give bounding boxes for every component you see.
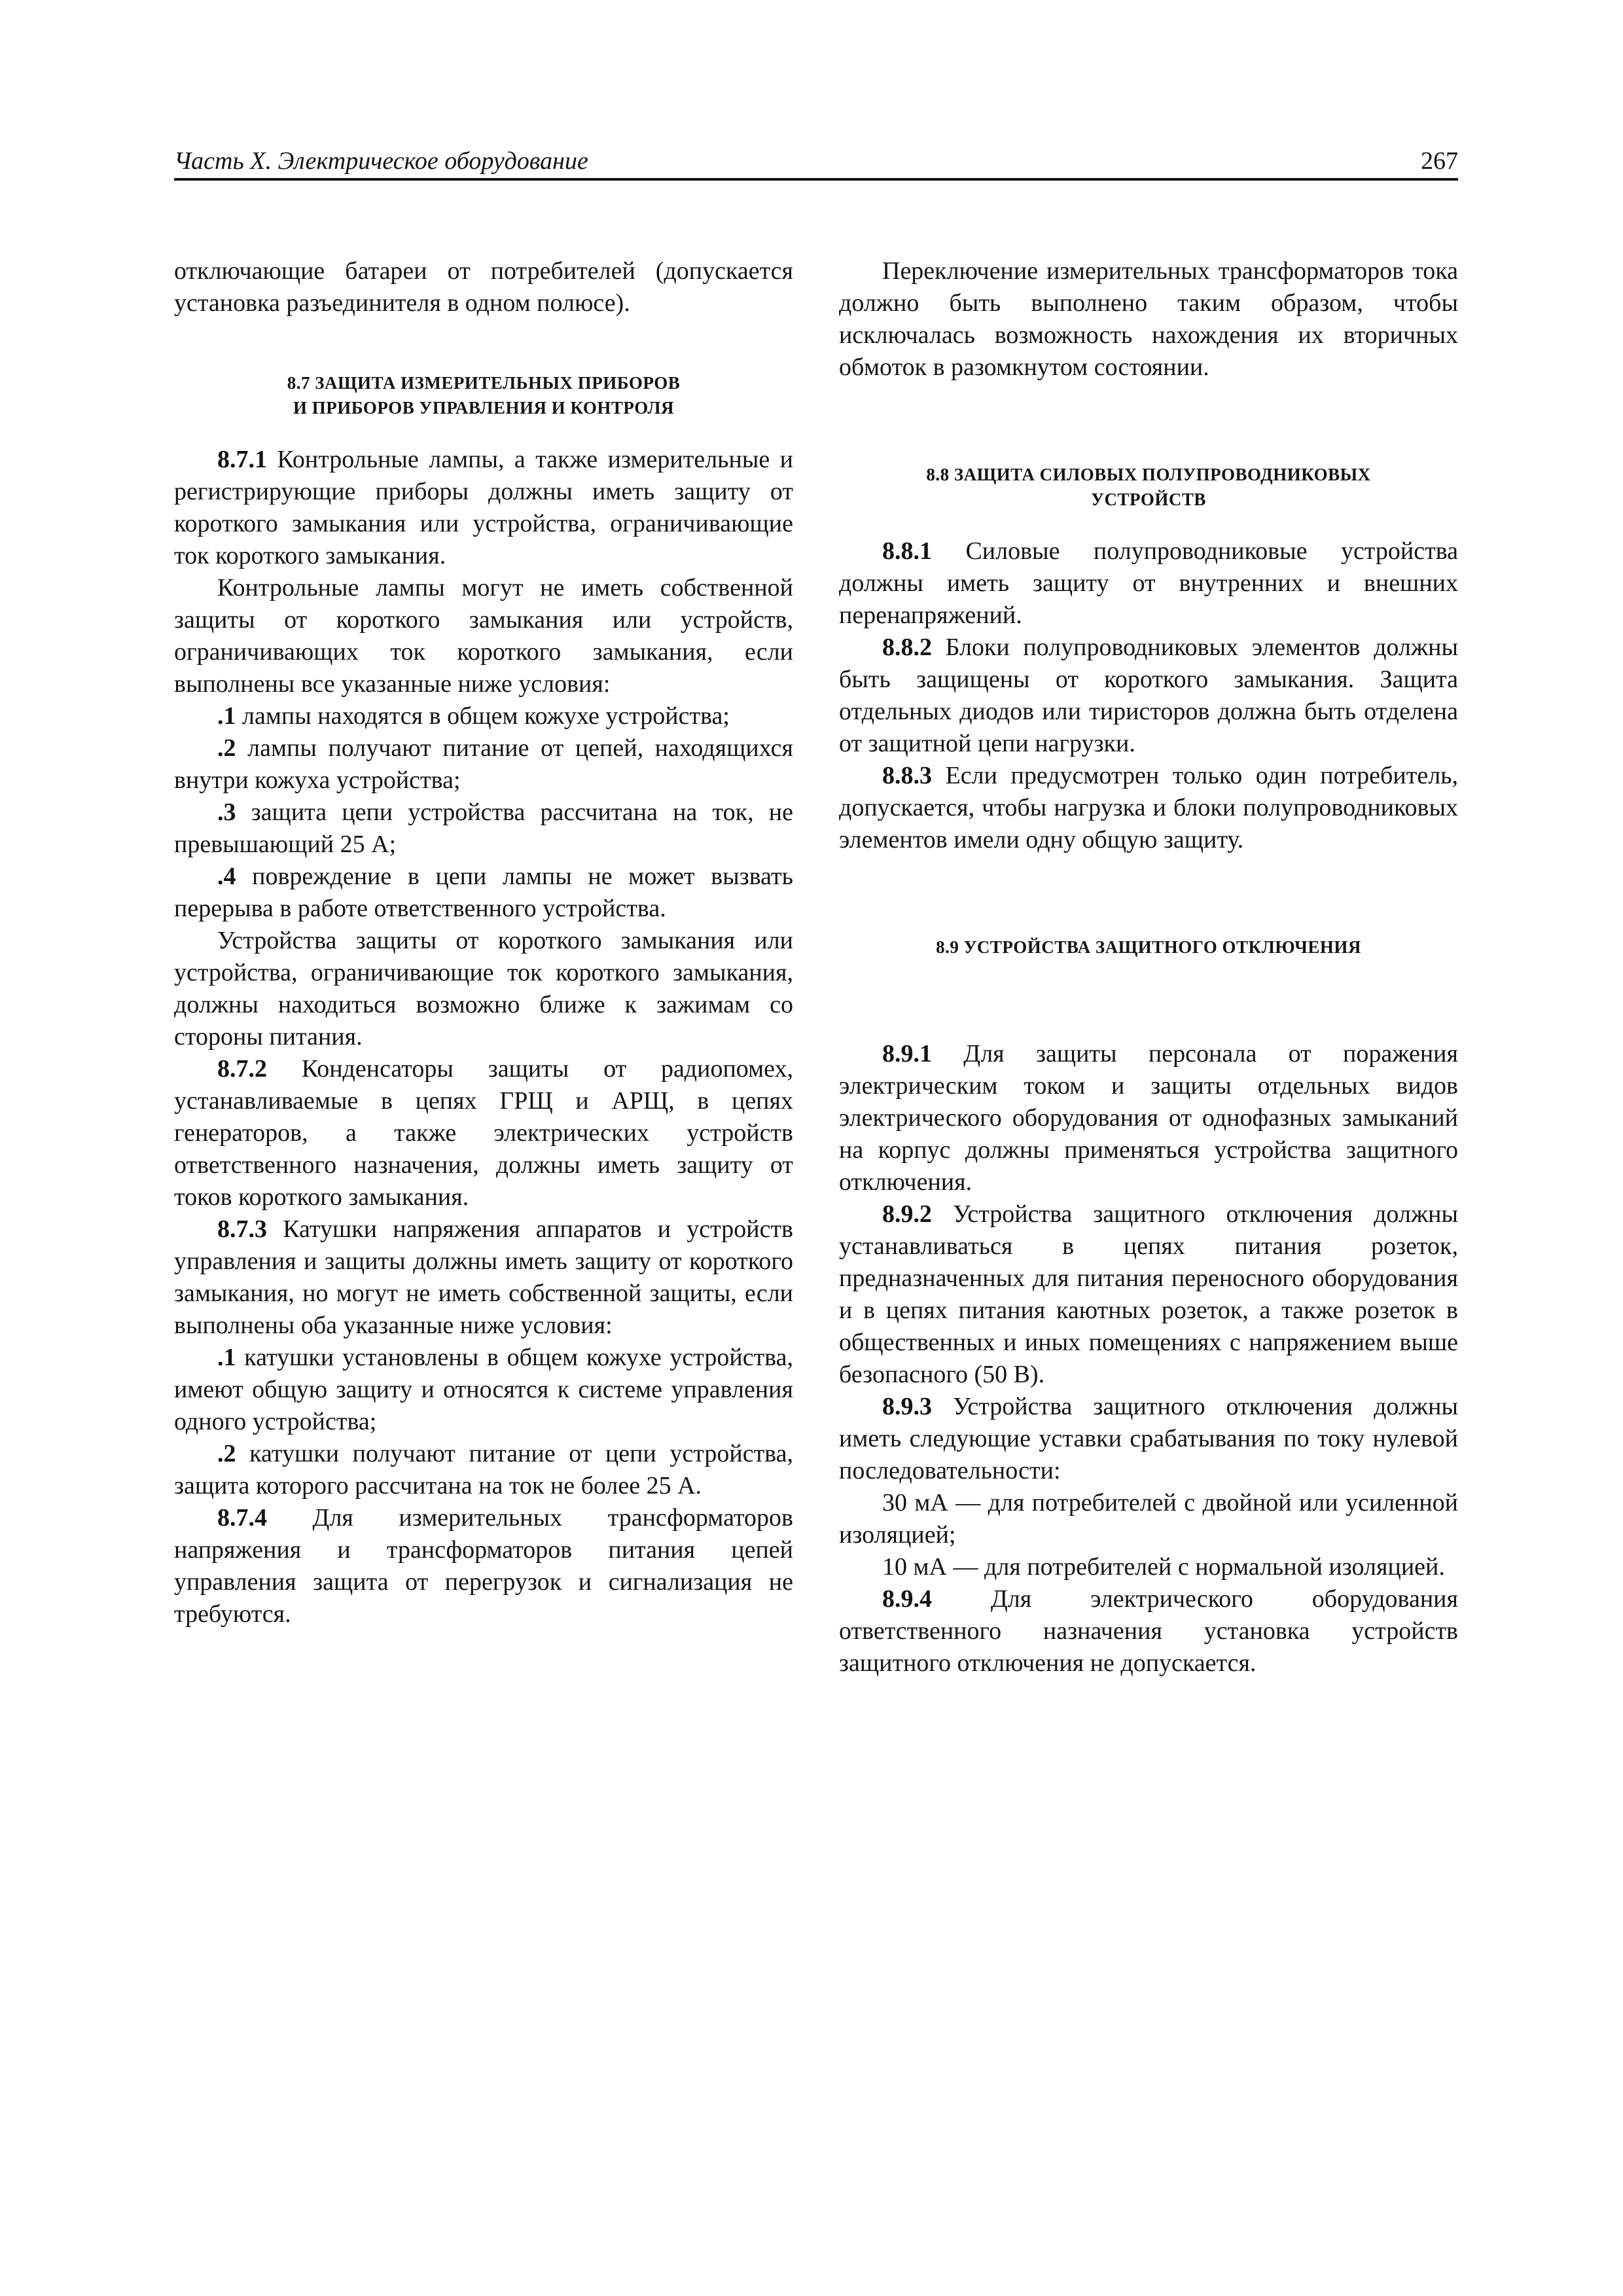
- condition-item: [174, 1438, 793, 1502]
- clause-text: Для защиты персонала от поражения электрическим током и защиты отдельных видов электрического оборудования от однофазных замыканий на корпус должны применяться устройства защитного отключения.: [839, 1040, 1458, 1196]
- clause-number: 8.7.4: [217, 1504, 267, 1532]
- running-head: [174, 143, 1458, 179]
- section-heading-line: И ПРИБОРОВ УПРАВЛЕНИЯ И КОНТРОЛЯ: [293, 398, 674, 418]
- condition-item: [174, 797, 793, 861]
- paragraph: Контрольные лампы могут не иметь собственной защиты от короткого замыкания или устройств, ограничивающих ток короткого замыкания, если выполнены все указанные ниже условия:: [174, 574, 793, 698]
- condition-item: [174, 861, 793, 925]
- item-number: .4: [217, 863, 236, 890]
- paragraph-8-9-3: [839, 1391, 1458, 1487]
- item-number: .1: [217, 1344, 236, 1371]
- clause-number: 8.7.2: [217, 1055, 267, 1083]
- item-text: лампы получают питание от цепей, находящихся внутри кожуха устройства;: [174, 734, 793, 794]
- clause-number: 8.7.1: [217, 446, 267, 473]
- clause-number: 8.9.3: [882, 1393, 932, 1420]
- paragraph-8-7-1: [174, 444, 793, 572]
- setting-item: 30 мА — для потребителей с двойной или усиленной изоляцией;: [839, 1489, 1458, 1549]
- clause-text: Устройства защитного отключения должны иметь следующие уставки срабатывания по току нулевой последовательности:: [839, 1393, 1458, 1484]
- clause-number: 8.8.1: [882, 537, 932, 565]
- clause-text: Контрольные лампы, а также измерительные и регистрирующие приборы должны иметь защиту от короткого замыкания или устройства, ограничивающие ток короткого замыкания.: [174, 446, 793, 569]
- paragraph-8-8-2: [839, 632, 1458, 760]
- right-column: [839, 255, 1458, 1679]
- paragraph: Устройства защиты от короткого замыкания или устройства, ограничивающие ток короткого замыкания, должны находиться возможно ближе к зажимам со стороны питания.: [174, 927, 793, 1050]
- running-head-title: Часть X. Электрическое оборудование: [174, 147, 588, 175]
- clause-number: 8.9.4: [882, 1585, 932, 1613]
- clause-text: Если предусмотрен только один потребитель, допускается, чтобы нагрузка и блоки полупроводниковых элементов имели одну общую защиту.: [839, 762, 1458, 853]
- condition-item: [174, 700, 793, 732]
- paragraph-8-7-2: [174, 1053, 793, 1213]
- paragraph-8-8-1: [839, 535, 1458, 632]
- paragraph-continuation: отключающие батареи от потребителей (допускается установка разъединителя в одном полюсе).: [174, 257, 793, 317]
- clause-text: Силовые полупроводниковые устройства должны иметь защиту от внутренних и внешних перенапряжений.: [839, 537, 1458, 629]
- item-text: защита цепи устройства рассчитана на ток, не превышающий 25 А;: [174, 798, 793, 858]
- condition-item: [174, 732, 793, 797]
- section-heading-line: 8.7 ЗАЩИТА ИЗМЕРИТЕЛЬНЫХ ПРИБОРОВ: [287, 373, 681, 393]
- clause-text: Конденсаторы защиты от радиопомех, устанавливаемые в цепях ГРЩ и АРЩ, в цепях генераторов, а также электрических устройств ответственного назначения, должны иметь защиту от токов короткого замыкания.: [174, 1055, 793, 1211]
- setting-item: 10 мА — для потребителей с нормальной изоляцией.: [882, 1553, 1445, 1581]
- clause-text: Для электрического оборудования ответственного назначения установка устройств защитного отключения не допускается.: [839, 1585, 1458, 1677]
- clause-number: 8.7.3: [217, 1215, 267, 1243]
- paragraph-8-9-1: [839, 1038, 1458, 1198]
- item-text: катушки получают питание от цепи устройства, защита которого рассчитана на ток не более 25 А.: [174, 1440, 793, 1499]
- clause-text: Катушки напряжения аппаратов и устройств управления и защиты должны иметь защиту от короткого замыкания, но могут не иметь собственной защиты, если выполнены оба указанные ниже условия:: [174, 1215, 793, 1339]
- item-text: повреждение в цепи лампы не может вызвать перерыва в работе ответственного устройства.: [174, 863, 793, 922]
- clause-text: Устройства защитного отключения должны устанавливаться в цепях питания розеток, предназначенных для питания переносного оборудования и в цепях питания каютных розеток, а также розеток в общественных и иных помещениях с напряжением выше безопасного (50 В).: [839, 1200, 1458, 1388]
- section-heading-8-8: [839, 462, 1458, 512]
- page-number: 267: [1421, 147, 1458, 175]
- section-heading-line: УСТРОЙСТВ: [1091, 490, 1206, 509]
- clause-number: 8.9.2: [882, 1200, 932, 1228]
- left-column: [174, 255, 793, 1630]
- header-rule: [174, 178, 1458, 181]
- clause-number: 8.9.1: [882, 1040, 932, 1067]
- section-heading-8-9: 8.9 УСТРОЙСТВА ЗАЩИТНОГО ОТКЛЮЧЕНИЯ: [936, 937, 1361, 957]
- item-number: .2: [217, 734, 236, 762]
- clause-number: 8.8.3: [882, 762, 932, 789]
- item-number: .3: [217, 798, 236, 826]
- paragraph-8-9-2: [839, 1198, 1458, 1391]
- paragraph-8-7-4: [174, 1502, 793, 1630]
- condition-item: [174, 1342, 793, 1438]
- paragraph-8-9-4: [839, 1583, 1458, 1679]
- clause-number: 8.8.2: [882, 634, 932, 661]
- section-heading-8-7: [174, 370, 793, 420]
- item-text: катушки установлены в общем кожухе устройства, имеют общую защиту и относятся к системе управления одного устройства;: [174, 1344, 793, 1435]
- clause-text: Блоки полупроводниковых элементов должны быть защищены от короткого замыкания. Защита отдельных диодов или тиристоров должна быть отделена от защитной цепи нагрузки.: [839, 634, 1458, 757]
- paragraph-8-7-3: [174, 1213, 793, 1342]
- item-number: .1: [217, 702, 236, 730]
- paragraph: Переключение измерительных трансформаторов тока должно быть выполнено таким образом, чтобы исключалась возможность нахождения их вторичных обмоток в разомкнутом состоянии.: [839, 257, 1458, 381]
- item-number: .2: [217, 1440, 236, 1467]
- section-heading-line: 8.8 ЗАЩИТА СИЛОВЫХ ПОЛУПРОВОДНИКОВЫХ: [926, 465, 1371, 484]
- paragraph-8-8-3: [839, 760, 1458, 856]
- item-text: лампы находятся в общем кожухе устройства;: [236, 702, 730, 730]
- clause-text: Для измерительных трансформаторов напряжения и трансформаторов питания цепей управления защита от перегрузок и сигнализация не требуются.: [174, 1504, 793, 1628]
